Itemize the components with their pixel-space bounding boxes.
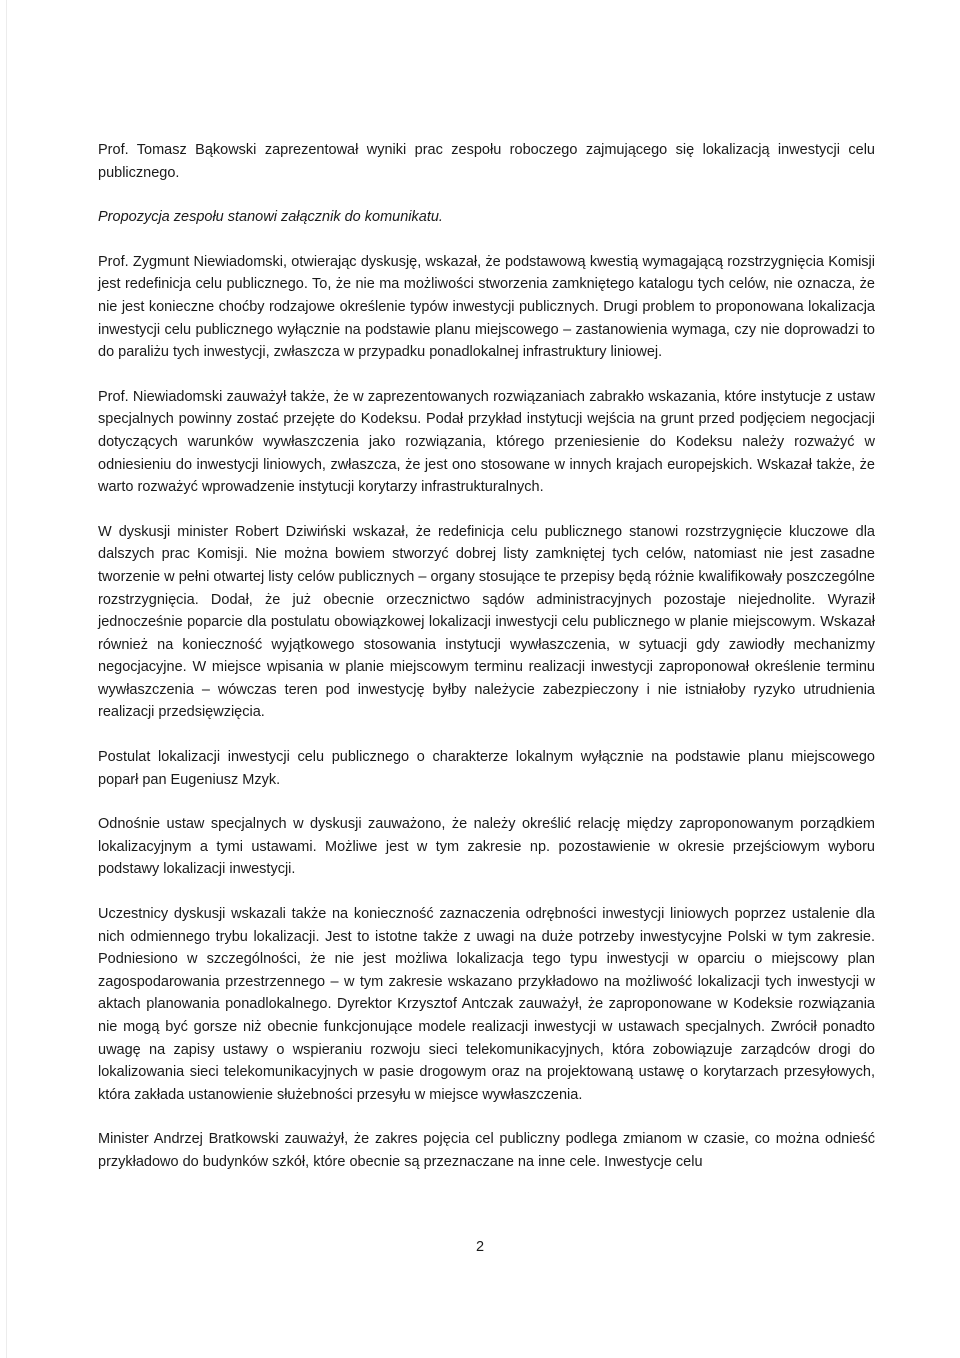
paragraph-bakowski-intro: Prof. Tomasz Bąkowski zaprezentował wyniki prac zespołu roboczego zajmującego się lokalizacją inwestycji celu publicznego. bbox=[98, 142, 875, 181]
paragraph-bratkowski: Minister Andrzej Bratkowski zauważył, że zakres pojęcia cel publiczny podlega zmianom w czasie, co można odnieść przykładowo do budynków szkół, które obecnie są przeznaczane na inne cele. Inwestycje celu bbox=[98, 1131, 875, 1170]
scan-edge-line bbox=[6, 0, 7, 1358]
paragraph-mzyk: Postulat lokalizacji inwestycji celu publicznego o charakterze lokalnym wyłącznie na podstawie planu miejscowego poparł pan Eugeniusz Mzyk. bbox=[98, 749, 875, 788]
paragraph-niewiadomski-opening: Prof. Zygmunt Niewiadomski, otwierając dyskusję, wskazał, że podstawową kwestią wymagającą rozstrzygnięcia Komisji jest redefinicja celu publicznego. To, że nie ma możliwości stworzenia zamkniętego katalogu tych celów, nie oznacza, że nie jest konieczne choćby rodzajowe określenie typów inwestycji publicznych. Drugi problem to proponowana lokalizacja inwestycji celu publicznego wyłącznie na podstawie planu miejscowego – zastanowienia wymaga, czy nie doprowadzi to do paraliżu tych inwestycji, zwłaszcza w przypadku ponadlokalnej infrastruktury liniowej. bbox=[98, 253, 875, 361]
paragraph-dziwinski: W dyskusji minister Robert Dziwiński wskazał, że redefinicja celu publicznego stanowi rozstrzygnięcie kluczowe dla dalszych prac Komisji. Nie można bowiem stworzyć dobrej listy zamkniętej tych celów, natomiast nie jest zasadne tworzenie w pełni otwartej listy celów publicznych – organy stosujące te przepisy będą różnie kwalifikowały poszczególne rozstrzygnięcia. Dodał, że już obecnie orzecznictwo sądów administracyjnych pozostaje niejednolite. Wyraził jednocześnie poparcie dla postulatu obowiązkowej lokalizacji inwestycji celu publicznego w planie miejscowym. Wskazał również na konieczność wyjątkowego stosowania instytucji wywłaszczenia, w sytuacji gdy zawiodły mechanizmy negocjacyjne. W miejsce wpisania w planie miejscowym terminu realizacji inwestycji zaproponował określenie terminu wywłaszczenia – wówczas teren pod inwestycję byłby należycie zabezpieczony i nie istniałoby ryzyko utrudnienia realizacji przedsięwzięcia. bbox=[98, 523, 875, 721]
paragraph-niewiadomski-institutions: Prof. Niewiadomski zauważył także, że w zaprezentowanych rozwiązaniach zabrakło wskazania, które instytucje z ustaw specjalnych powinny zostać przejęte do Kodeksu. Podał przykład instytucji wejścia na grunt przed podjęciem negocjacji dotyczących warunków wywłaszczenia jako rozwiązania, którego przeniesienie do Kodeksu należy rozważyć w odniesieniu do inwestycji liniowych, zwłaszcza, że jest ono stosowane w innych krajach europejskich. Wskazał także, że warto rozważyć wprowadzenie instytucji korytarzy infrastrukturalnych. bbox=[98, 388, 875, 496]
paragraph-attachment-note: Propozycja zespołu stanowi załącznik do komunikatu. bbox=[98, 209, 443, 226]
paragraph-linear-investments: Uczestnicy dyskusji wskazali także na konieczność zaznaczenia odrębności inwestycji liniowych poprzez ustalenie dla nich odmiennego trybu lokalizacji. Jest to istotne także z uwagi na duże potrzeby inwestycyjne Polski w tym zakresie. Podniesiono w szczególności, że nie jest możliwa lokalizacja tego typu inwestycji w oparciu o miejscowy plan zagospodarowania przestrzennego – w tym zakresie wskazano przykładowo na możliwość lokalizacji tych inwestycji w aktach planowania ponadlokalnego. Dyrektor Krzysztof Antczak zauważył, że zaproponowane w Kodeksie rozwiązania nie mogą być gorsze niż obecnie funkcjonujące modele realizacji inwestycji w ustawach specjalnych. Zwrócił ponadto uwagę na zapisy ustawy o wspieraniu rozwoju sieci telekomunikacyjnych, która zobowiązuje zarządców drogi do lokalizowania sieci telekomunikacyjnych w pasie drogowym oraz na projektowaną ustawę o korytarzach przesyłowych, która zakłada ustanowienie służebności przesyłu w miejsce wywłaszczenia. bbox=[98, 906, 875, 1103]
page-number: 2 bbox=[475, 1239, 485, 1255]
paragraph-special-acts: Odnośnie ustaw specjalnych w dyskusji zauważono, że należy określić relację między zaproponowanym porządkiem lokalizacyjnym a tymi ustawami. Możliwe jest w tym zakresie np. pozostawienie w okresie przejściowym wyboru podstawy lokalizacji inwestycji. bbox=[98, 816, 875, 878]
document-body bbox=[98, 139, 875, 1196]
